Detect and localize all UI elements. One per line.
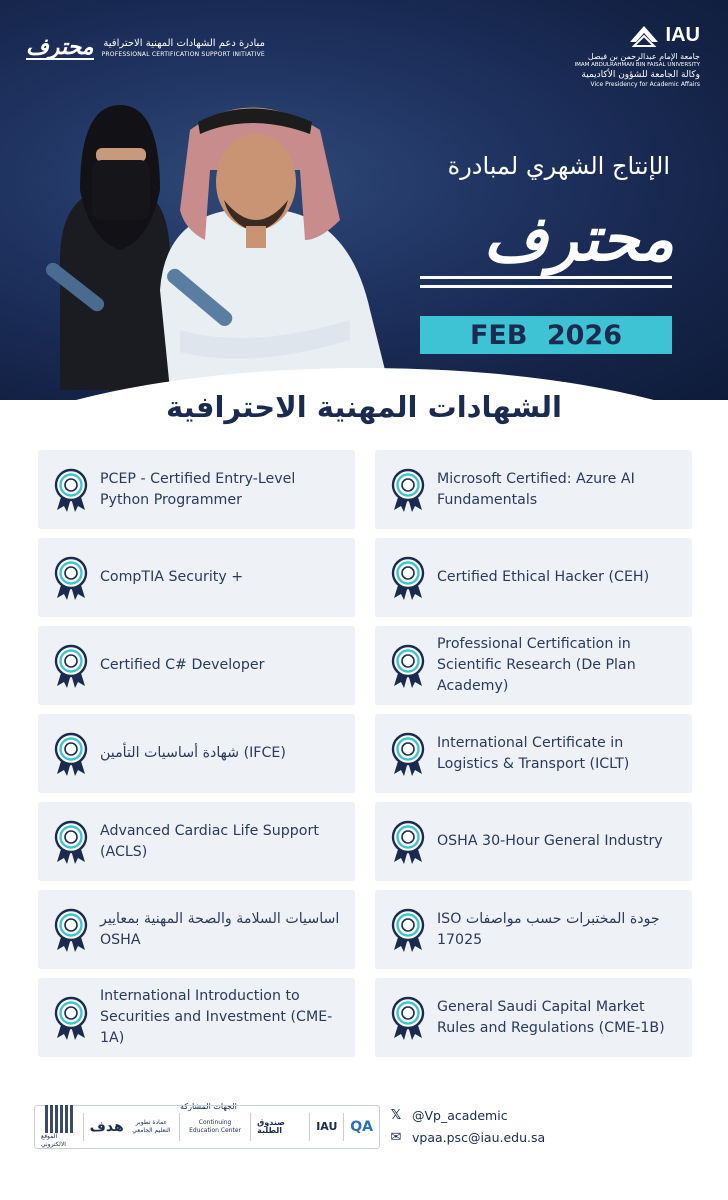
award-ribbon-icon xyxy=(389,908,427,952)
partner-qa: QA xyxy=(350,1119,373,1135)
university-logo xyxy=(575,20,700,88)
initiative-logo: محترف xyxy=(26,34,94,60)
month-badge: FEB 2026 xyxy=(420,316,672,354)
qr-code-icon xyxy=(45,1105,73,1133)
partners-title: الجهات المشاركة xyxy=(180,1102,237,1111)
certificate-card-osha-basics: اساسيات السلامة والصحة المهنية بمعايير OSHA xyxy=(38,890,355,969)
certificate-card-research: Professional Certification in Scientific Research (De Plan Academy) xyxy=(375,626,692,705)
certificate-card-iso17025: جودة المختبرات حسب مواصفات ISO 17025 xyxy=(375,890,692,969)
contact-info xyxy=(388,1104,545,1148)
certificate-card-csharp: Certified C# Developer xyxy=(38,626,355,705)
iau-emblem-icon xyxy=(626,20,662,50)
university-ar: جامعة الإمام عبدالرحمن بن فيصل xyxy=(587,52,700,61)
certificate-card-pcep: PCEP - Certified Entry-Level Python Programmer xyxy=(38,450,355,529)
award-ribbon-icon xyxy=(52,820,90,864)
brand-title: محترف xyxy=(483,202,674,275)
certificate-card-cme1a: International Introduction to Securities and Investment (CME-1A) xyxy=(38,978,355,1057)
email-contact[interactable]: ✉ vpaa.psc@iau.edu.sa xyxy=(388,1126,545,1148)
initiative-en: PROFESSIONAL CERTIFICATION SUPPORT INITIATIVE xyxy=(101,51,265,58)
partner-iau: IAU xyxy=(316,1120,338,1133)
award-ribbon-icon xyxy=(389,556,427,600)
university-short-name: IAU xyxy=(665,23,700,46)
brand-underline xyxy=(420,276,672,279)
certificate-card-azure: Microsoft Certified: Azure AI Fundamentals xyxy=(375,450,692,529)
certificate-card-ifce: (IFCE) شهادة أساسيات التأمين xyxy=(38,714,355,793)
certificate-card-comptia: CompTIA Security + xyxy=(38,538,355,617)
website-qr[interactable]: الموقع الالكتروني xyxy=(41,1105,77,1149)
mail-icon: ✉ xyxy=(390,1129,402,1145)
award-ribbon-icon xyxy=(52,996,90,1040)
award-ribbon-icon xyxy=(52,908,90,952)
award-ribbon-icon xyxy=(389,644,427,688)
initiative-brand xyxy=(26,36,265,60)
twitter-contact[interactable]: 𝕏 @Vp_academic xyxy=(388,1104,545,1126)
award-ribbon-icon xyxy=(389,820,427,864)
hero-banner xyxy=(0,0,728,400)
award-ribbon-icon xyxy=(389,996,427,1040)
section-title: الشهادات المهنية الاحترافية xyxy=(166,390,562,424)
partner-student-fund: صندوق الطلبة xyxy=(257,1118,285,1135)
partner-hadaf: هدف xyxy=(89,1119,124,1135)
university-en: IMAM ABDULRAHMAN BIN FAISAL UNIVERSITY xyxy=(574,62,700,68)
award-ribbon-icon xyxy=(389,468,427,512)
certificates-grid xyxy=(38,450,692,1057)
award-ribbon-icon xyxy=(52,644,90,688)
partners-strip xyxy=(34,1105,380,1149)
brand-underline-2 xyxy=(420,285,672,288)
monthly-production-label: الإنتاج الشهري لمبادرة xyxy=(447,152,670,180)
certificate-card-acls: Advanced Cardiac Life Support (ACLS) xyxy=(38,802,355,881)
award-ribbon-icon xyxy=(52,556,90,600)
award-ribbon-icon xyxy=(389,732,427,776)
award-ribbon-icon xyxy=(52,732,90,776)
initiative-ar: مبادرة دعم الشهادات المهنية الاحترافية xyxy=(103,38,265,49)
certificate-card-ceh: Certified Ethical Hacker (CEH) xyxy=(375,538,692,617)
award-ribbon-icon xyxy=(52,468,90,512)
vice-presidency-en: Vice Presidency for Academic Affairs xyxy=(590,81,700,88)
graduates-photo xyxy=(20,90,400,390)
vice-presidency-ar: وكالة الجامعة للشؤون الأكاديمية xyxy=(581,70,700,80)
x-twitter-icon: 𝕏 xyxy=(390,1107,402,1123)
partner-deanship: عمادة تطوير التعليم الجامعي xyxy=(132,1119,171,1134)
certificate-card-cme1b: General Saudi Capital Market Rules and Regulations (CME-1B) xyxy=(375,978,692,1057)
certificate-card-iclt: International Certificate in Logistics & Transport (ICLT) xyxy=(375,714,692,793)
partner-continuing-education: Continuing Education Center xyxy=(189,1119,242,1134)
certificate-card-osha30: OSHA 30-Hour General Industry xyxy=(375,802,692,881)
